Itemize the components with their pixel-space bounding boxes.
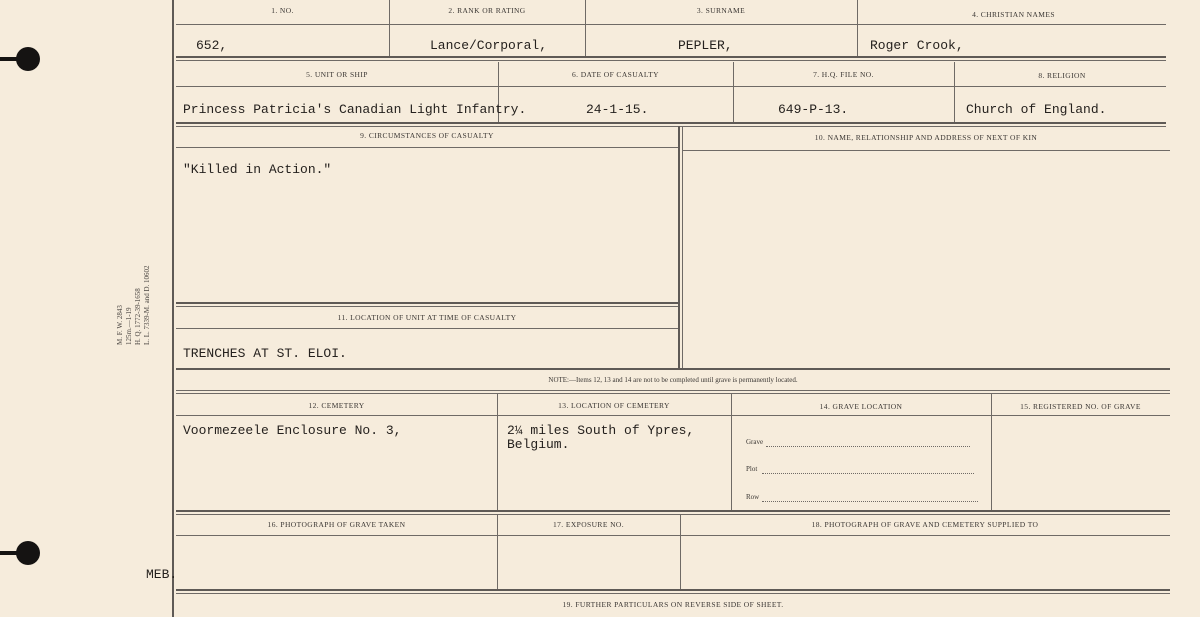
side-print-line-4: L. L. 7339-M. and D. 10602: [143, 265, 151, 345]
punch-hole-bottom-tab: [0, 551, 22, 555]
value-initials: MEB.: [146, 567, 178, 582]
footer-further-particulars: 19. FURTHER PARTICULARS ON REVERSE SIDE OF SHEET.: [562, 600, 784, 609]
rule: [176, 368, 1170, 370]
header-cemetery: 12. CEMETERY: [308, 401, 365, 410]
value-no: 652,: [196, 38, 228, 53]
rule: [176, 122, 1166, 124]
value-date: 24-1-15.: [586, 102, 649, 117]
header-rank: 2. RANK OR RATING: [448, 6, 526, 15]
side-print: [116, 265, 152, 345]
header-registered-no: 15. REGISTERED NO. OF GRAVE: [1020, 402, 1141, 411]
value-hq-file: 649-P-13.: [778, 102, 849, 117]
header-hq-file: 7. H.Q. FILE NO.: [813, 70, 874, 79]
rule: [176, 390, 1170, 391]
rule: [176, 302, 678, 304]
rule: [176, 593, 1170, 594]
label-grave: Grave: [746, 438, 764, 446]
header-location-cemetery: 13. LOCATION OF CEMETERY: [558, 401, 670, 410]
frame-left-rule: [172, 0, 174, 617]
header-no: 1. NO.: [271, 6, 294, 15]
side-print-line-2: 125m.—1-19: [125, 307, 133, 345]
rule: [176, 514, 1170, 515]
header-christian-names: 4. CHRISTIAN NAMES: [972, 10, 1055, 19]
grave-dotted-line: [766, 446, 970, 447]
punch-hole-top-tab: [0, 57, 22, 61]
rule: [682, 150, 1170, 151]
rule: [176, 147, 678, 148]
rule: [176, 24, 1166, 25]
value-location-cemetery-line-1: 2¼ miles South of Ypres,: [507, 423, 695, 438]
header-unit: 5. UNIT OR SHIP: [306, 70, 368, 79]
label-row: Row: [746, 493, 760, 501]
rule: [497, 393, 498, 510]
header-exposure: 17. EXPOSURE NO.: [553, 520, 624, 529]
header-religion: 8. RELIGION: [1038, 71, 1086, 80]
note-text: NOTE:—Items 12, 13 and 14 are not to be completed until grave is permanently located.: [548, 376, 798, 384]
value-christian-names: Roger Crook,: [870, 38, 964, 53]
header-next-of-kin: 10. NAME, RELATIONSHIP AND ADDRESS OF NEXT OF KIN: [814, 133, 1038, 142]
rule: [176, 510, 1170, 512]
value-unit: Princess Patricia's Canadian Light Infantry.: [183, 102, 527, 117]
rule: [682, 126, 683, 370]
rule: [176, 86, 1166, 87]
header-circumstances: 9. CIRCUMSTANCES OF CASUALTY: [360, 131, 494, 140]
plot-dotted-line: [762, 473, 974, 474]
rule: [176, 393, 1170, 394]
rule: [176, 56, 1166, 58]
header-date: 6. DATE OF CASUALTY: [572, 70, 659, 79]
rule: [176, 589, 1170, 591]
rule: [176, 306, 678, 307]
side-print-line-1: M. F. W. 2843: [116, 305, 124, 345]
rule: [176, 328, 678, 329]
header-grave-location: 14. GRAVE LOCATION: [819, 402, 903, 411]
value-location-unit: TRENCHES AT ST. ELOI.: [183, 346, 347, 361]
side-print-line-3: H. Q. 1772-39-1658: [134, 288, 142, 345]
value-cemetery: Voormezeele Enclosure No. 3,: [183, 423, 402, 438]
header-surname: 3. SURNAME: [696, 6, 746, 15]
value-location-cemetery-line-2: Belgium.: [507, 437, 570, 452]
label-plot: Plot: [746, 465, 758, 473]
value-religion: Church of England.: [966, 102, 1107, 117]
row-dotted-line: [762, 501, 978, 502]
rule: [176, 415, 1170, 416]
header-photo-supplied: 18. PHOTOGRAPH OF GRAVE AND CEMETERY SUPPLIED TO: [811, 520, 1039, 529]
header-photo-taken: 16. PHOTOGRAPH OF GRAVE TAKEN: [267, 520, 406, 529]
value-rank: Lance/Corporal,: [430, 38, 548, 53]
rule: [678, 126, 680, 370]
value-surname: PEPLER,: [678, 38, 733, 53]
rule: [176, 126, 1166, 127]
rule: [857, 0, 858, 56]
rule: [176, 60, 1166, 61]
rule: [176, 535, 1170, 536]
header-location-unit: 11. LOCATION OF UNIT AT TIME OF CASUALTY: [337, 313, 517, 322]
value-circumstances: "Killed in Action.": [183, 162, 332, 177]
